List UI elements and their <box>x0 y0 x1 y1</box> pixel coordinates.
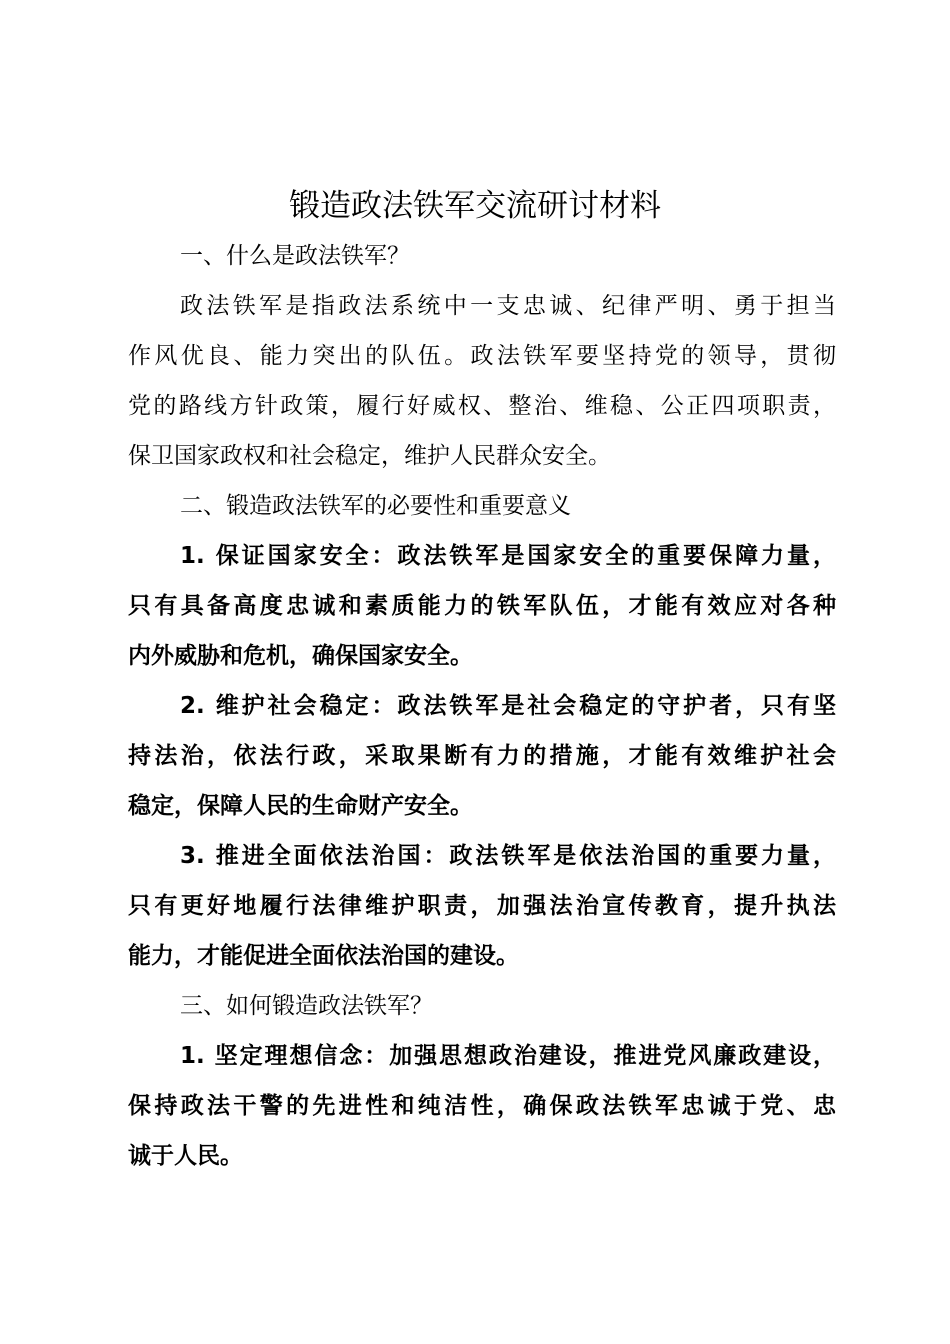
list-item-line: 1. 坚定理想信念：加强思想政治建设，推进党风廉政建设， <box>180 1043 836 1069</box>
list-item-line: 3. 推进全面依法治国：政法铁军是依法治国的重要力量， <box>180 843 836 869</box>
paragraph-line: 作风优良、能力突出的队伍。政法铁军要坚持党的领导，贯彻 <box>128 343 836 369</box>
paragraph-line: 保卫国家政权和社会稳定，维护人民群众安全。 <box>128 443 611 469</box>
section-heading-1: 一、什么是政法铁军？ <box>180 243 410 269</box>
list-item-line: 1. 保证国家安全：政法铁军是国家安全的重要保障力量， <box>180 543 836 569</box>
list-item-line: 稳定，保障人民的生命财产安全。 <box>128 793 473 819</box>
list-item-line: 持法治，依法行政，采取果断有力的措施，才能有效维护社会 <box>128 743 836 769</box>
list-item-line: 保持政法干警的先进性和纯洁性，确保政法铁军忠诚于党、忠 <box>128 1093 836 1119</box>
list-item-line: 诚于人民。 <box>128 1143 243 1169</box>
paragraph-line: 政法铁军是指政法系统中一支忠诚、纪律严明、勇于担当 <box>180 293 836 319</box>
list-item-line: 只有具备高度忠诚和素质能力的铁军队伍，才能有效应对各种 <box>128 593 836 619</box>
section-heading-3: 三、如何锻造政法铁军？ <box>180 993 433 1019</box>
paragraph-line: 党的路线方针政策，履行好威权、整治、维稳、公正四项职责， <box>128 393 836 419</box>
list-item-line: 内外威胁和危机，确保国家安全。 <box>128 643 473 669</box>
list-item-line: 2. 维护社会稳定：政法铁军是社会稳定的守护者，只有坚 <box>180 693 836 719</box>
section-heading-2: 二、锻造政法铁军的必要性和重要意义 <box>180 493 571 519</box>
list-item-line: 能力，才能促进全面依法治国的建设。 <box>128 943 519 969</box>
list-item-line: 只有更好地履行法律维护职责，加强法治宣传教育，提升执法 <box>128 893 836 919</box>
document-title: 锻造政法铁军交流研讨材料 <box>289 188 661 224</box>
